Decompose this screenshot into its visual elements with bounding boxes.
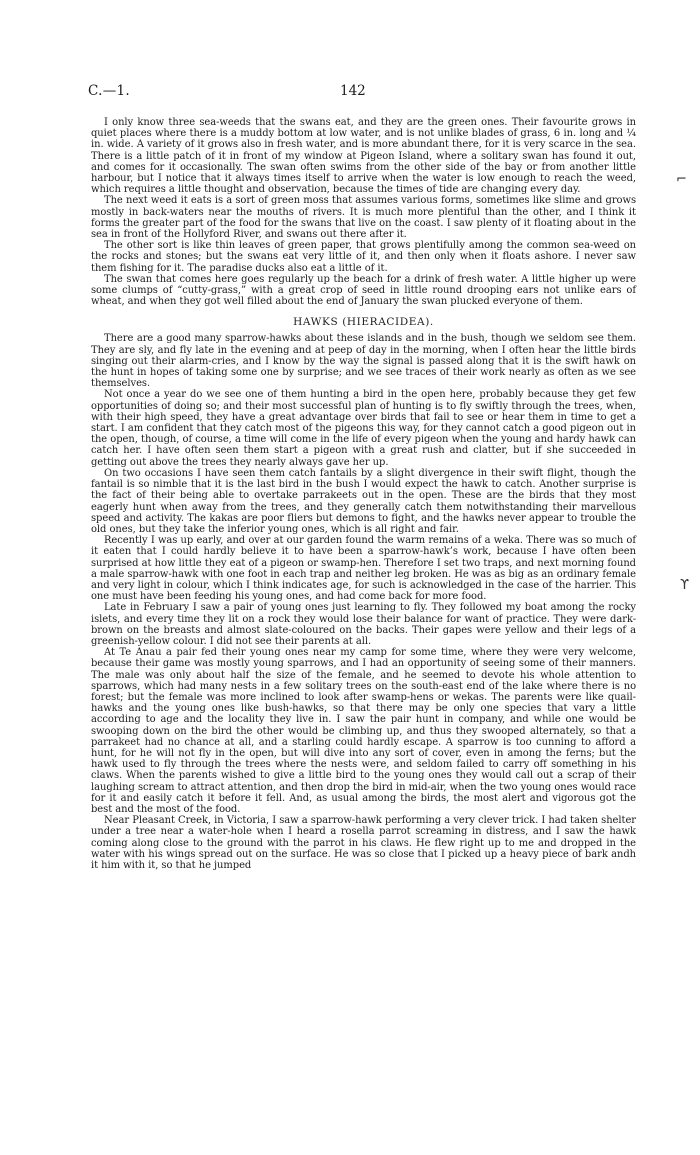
paragraph: On two occasions I have seen them catch fantails by a slight divergence in their swift flight, though the fantail is so nimble that it is the last bird in the bush I would expect the hawk to catch. Another surprise is the fact of their being able to overtake parrakeets out in the open. These are the birds that they most eagerly hunt when away from the trees, and they generally catch them notwithstanding their marvellous speed and activity. The kakas are poor fliers but demons to fight, and the hawks never appear to trouble the old ones, but they take the inferior young ones, which is all right and fair. [91,467,636,535]
paragraph: At Te Anau a pair fed their young ones near my camp for some time, where they were very welcome, because their game was mostly young sparrows, and I had an opportunity of seeing some of their manners. The male was only about half the size of the female, and he seemed to devote his whole attention to sparrows, which had many nests in a few solitary trees on the south-east end of the lake where there is no forest; but the female was more inclined to look after swamp-hens or wekas. The parents were like quail-hawks and the young ones like bush-hawks, so that there may be only one species that vary a little according to age and the locality they live in. I saw the pair hunt in company, and while one would be swooping down on the bird the other would be climbing up, and thus they swooped alternately, so that a parrakeet had no chance at all, and a starling could hardly escape. A sparrow is too cunning to afford a hunt, for he will not fly in the open, but will dive into any sort of cover, even in among the ferns; but the hawk used to fly through the trees where the nests were, and seldom failed to carry off something in his claws. When the parents wished to give a little bird to the young ones they would call out a scrap of their laughing scream to attract attention, and then drop the bird in mid-air, when the two young ones would race for it and easily catch it before it fell. And, as usual among the birds, the most alert and vigorous got the best and the most of the food. [91,647,636,815]
paragraph: The swan that comes here goes regularly up the beach for a drink of fresh water. A little higher up were some clumps of “cutty-grass,” with a great crop of seed in little round drooping ears not unlike ears of wheat, and when they got well filled about the end of January the swan plucked everyone of them. [91,273,636,308]
section-heading: HAWKS (HIERACIDEA). [293,316,434,329]
page-header [88,83,635,101]
paragraph: There are a good many sparrow-hawks about these islands and in the bush, though we seldom see them. They are sly, and fly late in the evening and at peep of day in the morning, when I often hear the little birds singing out their alarm-cries, and I know by the way the signal is passed along that it is the swift hawk on the hunt in hopes of taking some one by surprise; and we see traces of their work nearly as often as we see themselves. [91,333,636,390]
paragraph: The other sort is like thin leaves of green paper, that grows plentifully among the common sea-weed on the rocks and stones; but the swans eat very little of it, and then only when it floats ashore. I never saw them fishing for it. The paradise ducks also eat a little of it. [91,240,636,274]
page-number: 142 [340,83,366,99]
paragraph: Late in February I saw a pair of young ones just learning to fly. They followed my boat among the rocky islets, and every time they lit on a rock they would lose their balance for want of practice. They were dark-brown on the breasts and almost slate-coloured on the backs. Their gapes were yellow and their legs of a greenish-yellow colour. I did not see their parents at all. [91,602,636,647]
paragraph: Recently I was up early, and over at our garden found the warm remains of a weka. There was so much of it eaten that I could hardly believe it to have been a sparrow-hawk’s work, because I have often been surprised at how little they eat of a pigeon or swamp-hen. Therefore I set two traps, and next morning found a male sparrow-hawk with one foot in each trap and neither leg broken. He was as big as an ordinary female and very light in colour, which I think indicates age, for such is acknowledged in the case of the harrier. This one must have been feeding his young ones, and had come back for more food. [91,535,636,603]
paragraph: The next weed it eats is a sort of green moss that assumes various forms, sometimes like slime and grows mostly in back-waters near the mouths of rivers. It is much more plentiful than the other, and I think it forms the greater part of the food for the swans that live on the coast. I saw plenty of it floating about in the sea in front of the Hollyford River, and swans out there after it. [91,195,636,241]
page-body [91,117,636,871]
margin-mark-icon: ϒ [680,578,690,593]
paragraph: Not once a year do we see one of them hunting a bird in the open here, probably because they get few opportunities of doing so; and their most successful plan of hunting is to fly swiftly through the trees, when, with their high speed, they have a great advantage over birds that fail to see or hear them in time to get a start. I am confident that they catch most of the pigeons this way, for they cannot catch a good pigeon out in the open, though, of course, a time will come in the life of every pigeon when the young and hardy hawk can catch her. I have often seen them start a pigeon with a great rush and clatter, but if she succeeded in getting out above the trees they nearly always gave her up. [91,389,636,468]
document-reference: C.—1. [88,83,131,99]
paragraph: I only know three sea-weeds that the swans eat, and they are the green ones. Their favourite grows in quiet places where there is a muddy bottom at low water, and is not unlike blades of grass, 6 in. long and ¼ in. wide. A variety of it grows also in fresh water, and is more abundant there, for it is very scarce in the sea. There is a little patch of it in front of my window at Pigeon Island, where a solitary swan has found it out, and comes for it occasionally. The swan often swims from the other side of the bay or from another little harbour, but I notice that it always times itself to arrive when the water is low enough to reach the weed, which requires a little thought and observation, because the times of tide are changing every day. [91,117,636,196]
margin-mark-icon: ⌐ [676,172,687,187]
paragraph: Near Pleasant Creek, in Victoria, I saw a sparrow-hawk performing a very clever trick. I had taken shelter under a tree near a water-hole when I heard a rosella parrot screaming in distress, and I saw the hawk coming along close to the ground with the parrot in his claws. He flew right up to me and dropped in the water with his wings spread out on the surface. He was so close that I picked up a heavy piece of bark andh it him with it, so that he jumped [91,815,636,871]
